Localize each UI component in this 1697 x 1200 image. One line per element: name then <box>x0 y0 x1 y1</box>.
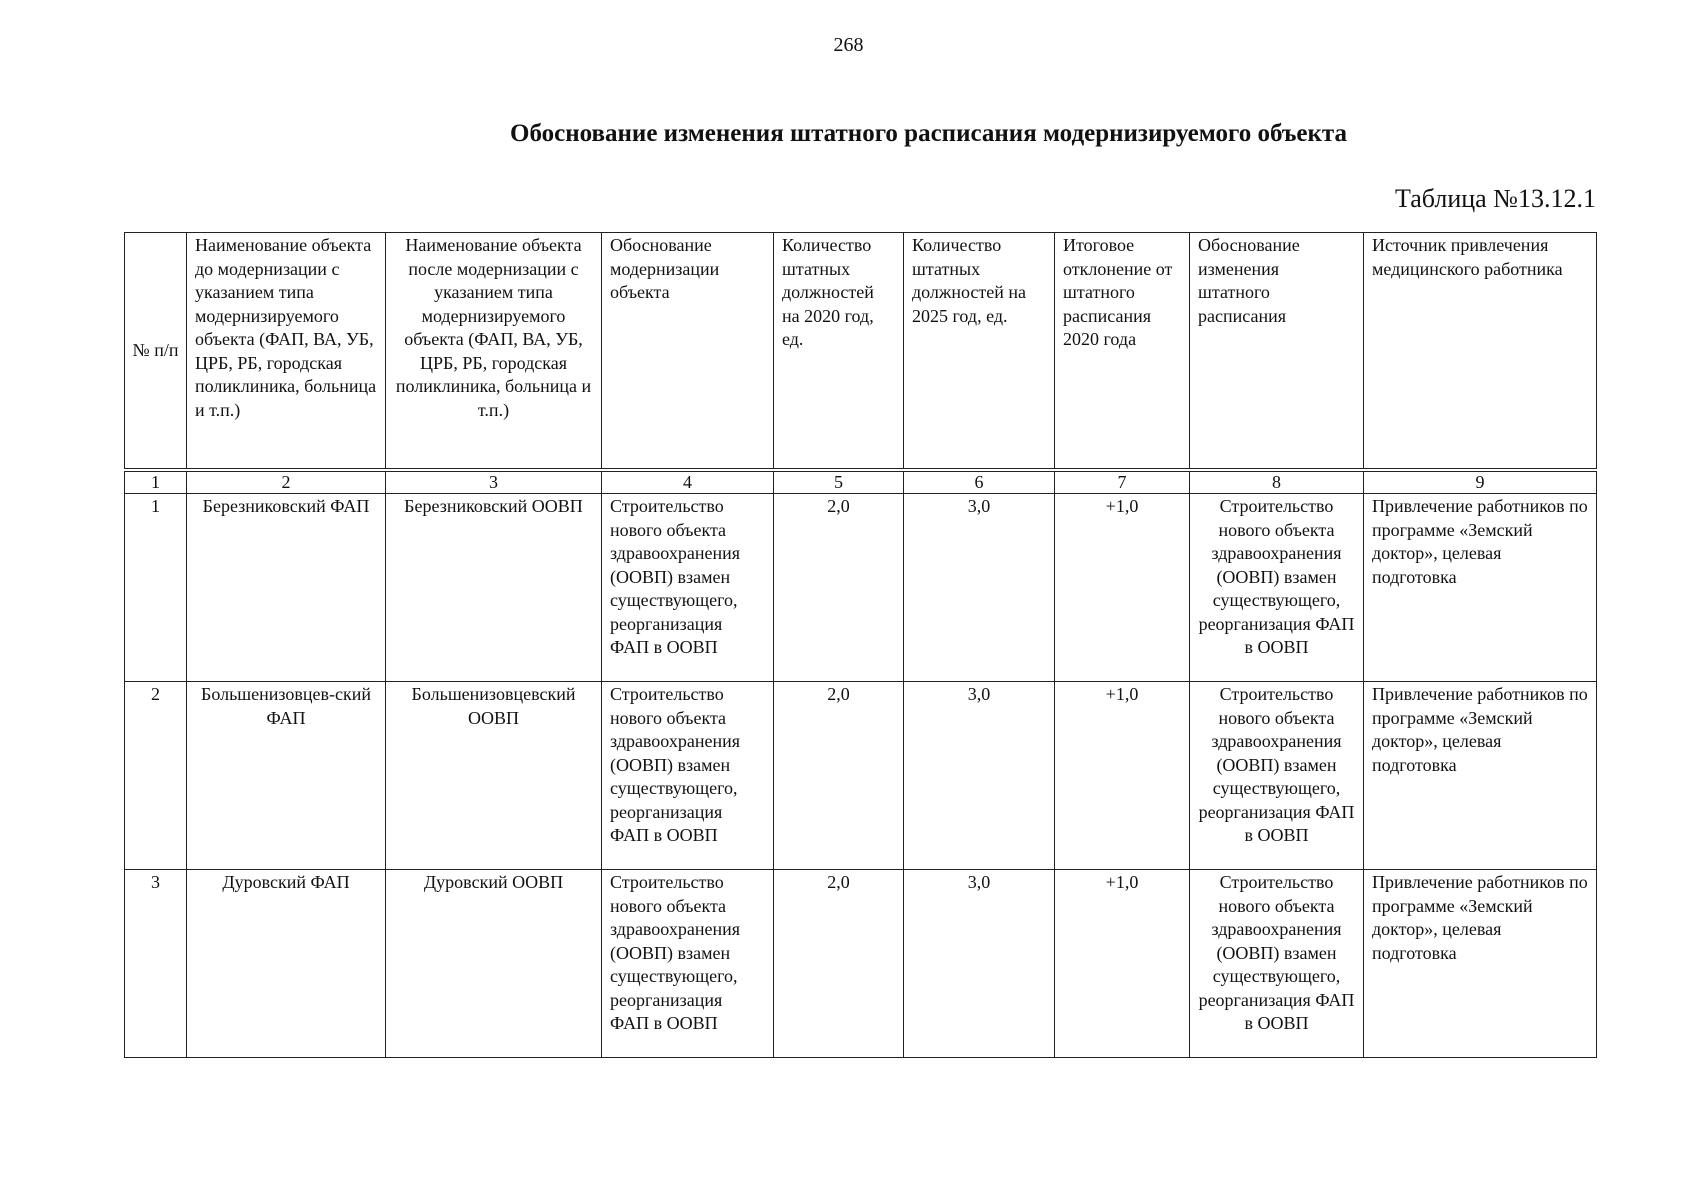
header-cell: Количество штатных должностей на 2025 год, ед. <box>904 233 1055 471</box>
object-after: Дуровский ООВП <box>386 870 602 1058</box>
column-number: 7 <box>1055 470 1190 494</box>
row-number: 1 <box>125 494 187 682</box>
worker-source: Привлечение работников по программе «Земский доктор», целевая подготовка <box>1364 494 1597 682</box>
staff-2025: 3,0 <box>904 682 1055 870</box>
object-after: Березниковский ООВП <box>386 494 602 682</box>
staff-2020: 2,0 <box>774 870 904 1058</box>
staff-deviation: +1,0 <box>1055 682 1190 870</box>
staff-2020: 2,0 <box>774 494 904 682</box>
staff-deviation: +1,0 <box>1055 494 1190 682</box>
document-title: Обоснование изменения штатного расписания модернизируемого объекта <box>510 120 1347 147</box>
column-number: 6 <box>904 470 1055 494</box>
column-number: 1 <box>125 470 187 494</box>
header-cell: Количество штатных должностей на 2020 год, ед. <box>774 233 904 471</box>
table-caption: Таблица №13.12.1 <box>1394 184 1596 213</box>
column-number: 5 <box>774 470 904 494</box>
table-row <box>125 870 1597 1058</box>
staff-2025: 3,0 <box>904 870 1055 1058</box>
row-number: 3 <box>125 870 187 1058</box>
worker-source: Привлечение работников по программе «Земский доктор», целевая подготовка <box>1364 870 1597 1058</box>
worker-source: Привлечение работников по программе «Земский доктор», целевая подготовка <box>1364 682 1597 870</box>
column-number: 9 <box>1364 470 1597 494</box>
modernization-justification: Строительство нового объекта здравоохранения (ООВП) взамен существующего, реорганизация ФАП в ООВП <box>602 494 774 682</box>
table-header-row <box>125 233 1597 471</box>
object-before: Дуровский ФАП <box>187 870 386 1058</box>
staff-2020: 2,0 <box>774 682 904 870</box>
header-cell: Итоговое отклонение от штатного расписания 2020 года <box>1055 233 1190 471</box>
staffing-table <box>124 232 1597 1058</box>
row-number: 2 <box>125 682 187 870</box>
column-number: 8 <box>1190 470 1364 494</box>
table-row <box>125 494 1597 682</box>
column-number: 2 <box>187 470 386 494</box>
staffing-change-justification: Строительство нового объекта здравоохранения (ООВП) взамен существующего, реорганизация ФАП в ООВП <box>1190 870 1364 1058</box>
column-number: 4 <box>602 470 774 494</box>
staff-2025: 3,0 <box>904 494 1055 682</box>
staffing-change-justification: Строительство нового объекта здравоохранения (ООВП) взамен существующего, реорганизация ФАП в ООВП <box>1190 494 1364 682</box>
page-number: 268 <box>833 34 864 56</box>
header-cell: Обоснование модернизации объекта <box>602 233 774 471</box>
object-after: Большенизовцевский ООВП <box>386 682 602 870</box>
header-cell: Обоснование изменения штатного расписания <box>1190 233 1364 471</box>
column-number-row <box>125 470 1597 494</box>
table-row <box>125 682 1597 870</box>
column-number: 3 <box>386 470 602 494</box>
staff-deviation: +1,0 <box>1055 870 1190 1058</box>
header-cell: Источник привлечения медицинского работника <box>1364 233 1597 471</box>
object-before: Большенизовцев-ский ФАП <box>187 682 386 870</box>
staffing-change-justification: Строительство нового объекта здравоохранения (ООВП) взамен существующего, реорганизация ФАП в ООВП <box>1190 682 1364 870</box>
header-cell: Наименование объекта до модернизации с указанием типа модернизируемого объекта (ФАП, ВА, УБ, ЦРБ, РБ, городская поликлиника, больница и т.п.) <box>187 233 386 471</box>
modernization-justification: Строительство нового объекта здравоохранения (ООВП) взамен существующего, реорганизация ФАП в ООВП <box>602 870 774 1058</box>
modernization-justification: Строительство нового объекта здравоохранения (ООВП) взамен существующего, реорганизация ФАП в ООВП <box>602 682 774 870</box>
header-cell: № п/п <box>125 233 187 471</box>
header-cell: Наименование объекта после модернизации с указанием типа модернизируемого объекта (ФАП, ВА, УБ, ЦРБ, РБ, городская поликлиника, больница и т.п.) <box>386 233 602 471</box>
object-before: Березниковский ФАП <box>187 494 386 682</box>
